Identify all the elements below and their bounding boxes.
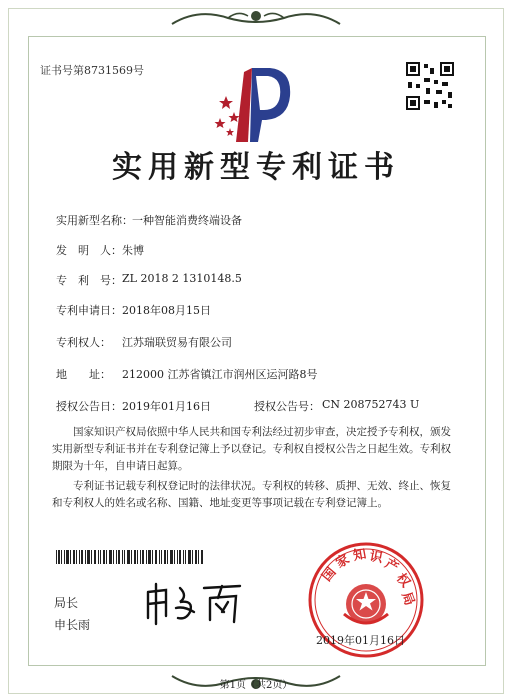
signer-name: 申长雨: [54, 618, 91, 632]
patent-number: ZL 2018 2 1310148.5: [122, 272, 242, 285]
certificate-title: 实用新型专利证书: [112, 150, 400, 185]
svg-text:国: 国: [319, 564, 340, 585]
utility-model-name: 一种智能消费终端设备: [132, 214, 242, 227]
svg-text:局: 局: [398, 590, 417, 608]
filing-date-label: 专利申请日：: [56, 304, 122, 317]
svg-text:家: 家: [333, 551, 353, 572]
filing-date: 2018年08月15日: [122, 304, 211, 317]
svg-text:识: 识: [368, 549, 384, 567]
inventor: 朱博: [122, 244, 144, 257]
address-label: 地 址：: [56, 368, 111, 381]
grant-number-label: 授权公告号：: [254, 400, 320, 413]
certificate-number: 证书号第8731569号: [40, 64, 144, 77]
patent-office-logo-icon: [212, 62, 298, 146]
certificate-paragraph-2: 专利证书记载专利权登记时的法律状况。专利权的转移、质押、无效、终止、恢复和专利权人的姓名或名称、国籍、地址变更等事项记载在专利登记簿上。: [52, 480, 451, 509]
certificate-paragraph-1: 国家知识产权局依照中华人民共和国专利法经过初步审查，决定授予专利权，颁发实用新型专利证书并在专利登记簿上予以登记。专利权自授权公告之日起生效。专利权期限为十年，自申请日起算。: [52, 426, 451, 472]
grant-date: 2019年01月16日: [122, 400, 211, 413]
top-ornament-icon: [168, 8, 344, 28]
patent-number-label: 专 利 号：: [56, 274, 122, 287]
grant-date-label: 授权公告日：: [56, 400, 122, 413]
patentee: 江苏瑞联贸易有限公司: [122, 336, 232, 349]
patentee-label: 专利权人：: [56, 336, 111, 349]
inventor-label: 发 明 人：: [56, 244, 122, 257]
utility-model-name-label: 实用新型名称：: [56, 214, 133, 227]
page-number: 第1页（共2页）: [219, 680, 293, 691]
grant-number: CN 208752743 U: [322, 398, 420, 411]
barcode-icon: [56, 550, 204, 564]
handwritten-signature-icon: [140, 578, 250, 628]
seal-date: 2019年01月16日: [316, 634, 405, 647]
svg-text:权: 权: [392, 570, 413, 591]
qr-code-icon: [404, 60, 456, 112]
svg-text:产: 产: [382, 556, 401, 576]
address: 212000 江苏省镇江市润州区运河路8号: [122, 368, 318, 381]
signer-title: 局长: [54, 596, 79, 610]
svg-text:知: 知: [352, 546, 368, 564]
